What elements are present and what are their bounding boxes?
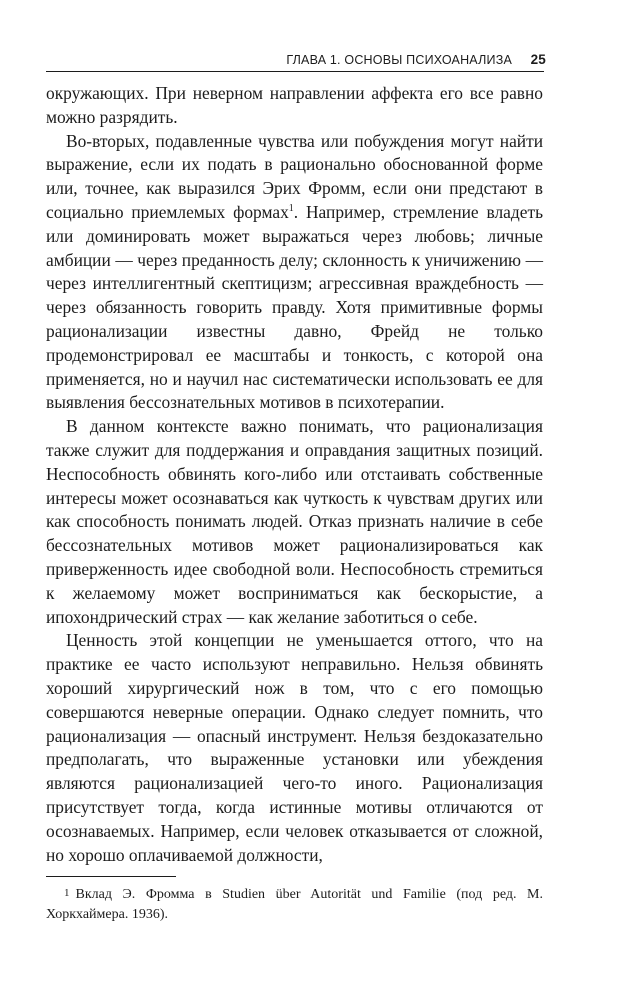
paragraph: окружающих. При неверном направлении аффекта его все равно можно разрядить.	[46, 83, 543, 127]
main-text	[46, 82, 543, 867]
running-header	[46, 51, 546, 71]
chapter-title: ГЛАВА 1. ОСНОВЫ ПСИХОАНАЛИЗА	[286, 53, 512, 67]
paragraph-text: . Например, стремление владеть или доминировать может выражаться через любовь; личные амбиции — через преданность делу; склонность к уничижению — через интеллигентный скептицизм; агрессивная враждебность — через обязанность говорить правду. Хотя примитивные формы рационализации известны давно, Фрейд не только продемонстрировал ее масштабы и тонкость, с которой она применяется, но и научил нас систематически использовать ее для выявления бессознательных мотивов в психотерапии.	[46, 201, 544, 413]
paragraph: В данном контексте важно понимать, что рационализация также служит для поддержания и оправдания защитных позиций. Неспособность обвинять кого-либо или отстаивать собственные интересы может осознаваться как чуткость к чувствам других или как способность понимать людей. Отказ признать наличие в себе бессознательных мотивов может рационализироваться как приверженность идее свободной воли. Неспособность стремиться к желаемому может восприниматься как бескорыстие, а ипохондрический страх — как желание заботиться о себе.	[46, 416, 543, 627]
header-rule	[46, 71, 544, 72]
paragraph-text: Во-вторых, подавленные чувства или побуждения могут найти выражение, если их подать в рационально обоснованной форме или, точнее, как выразился Эрих Фромм, если они предстают в социально приемлемых формах	[46, 130, 543, 222]
footnote-reference[interactable]: 1	[288, 203, 294, 215]
page-number: 25	[530, 52, 546, 67]
footnote-rule	[46, 876, 176, 877]
footnote-text: Вклад Э. Фромма в Studien über Autorität und Familie (под ред. М. Хоркхаймера. 1936).	[46, 887, 543, 922]
footnote-number: 1	[64, 887, 70, 899]
footnote	[46, 884, 543, 924]
paragraph: Ценность этой концепции не уменьшается оттого, что на практике ее часто используют неправильно. Нельзя обвинять хороший хирургический нож в том, что с его помощью совершаются неверные операции. Однако следует помнить, что рационализация — опасный инструмент. Нельзя бездоказательно предполагать, что выраженные установки или убеждения являются рационализацией чего-то иного. Рационализация присутствует тогда, когда истинные мотивы отличаются от осознаваемых. Например, если человек отказывается от сложной, но хорошо оплачиваемой должности,	[46, 630, 543, 865]
paragraph	[46, 130, 543, 416]
